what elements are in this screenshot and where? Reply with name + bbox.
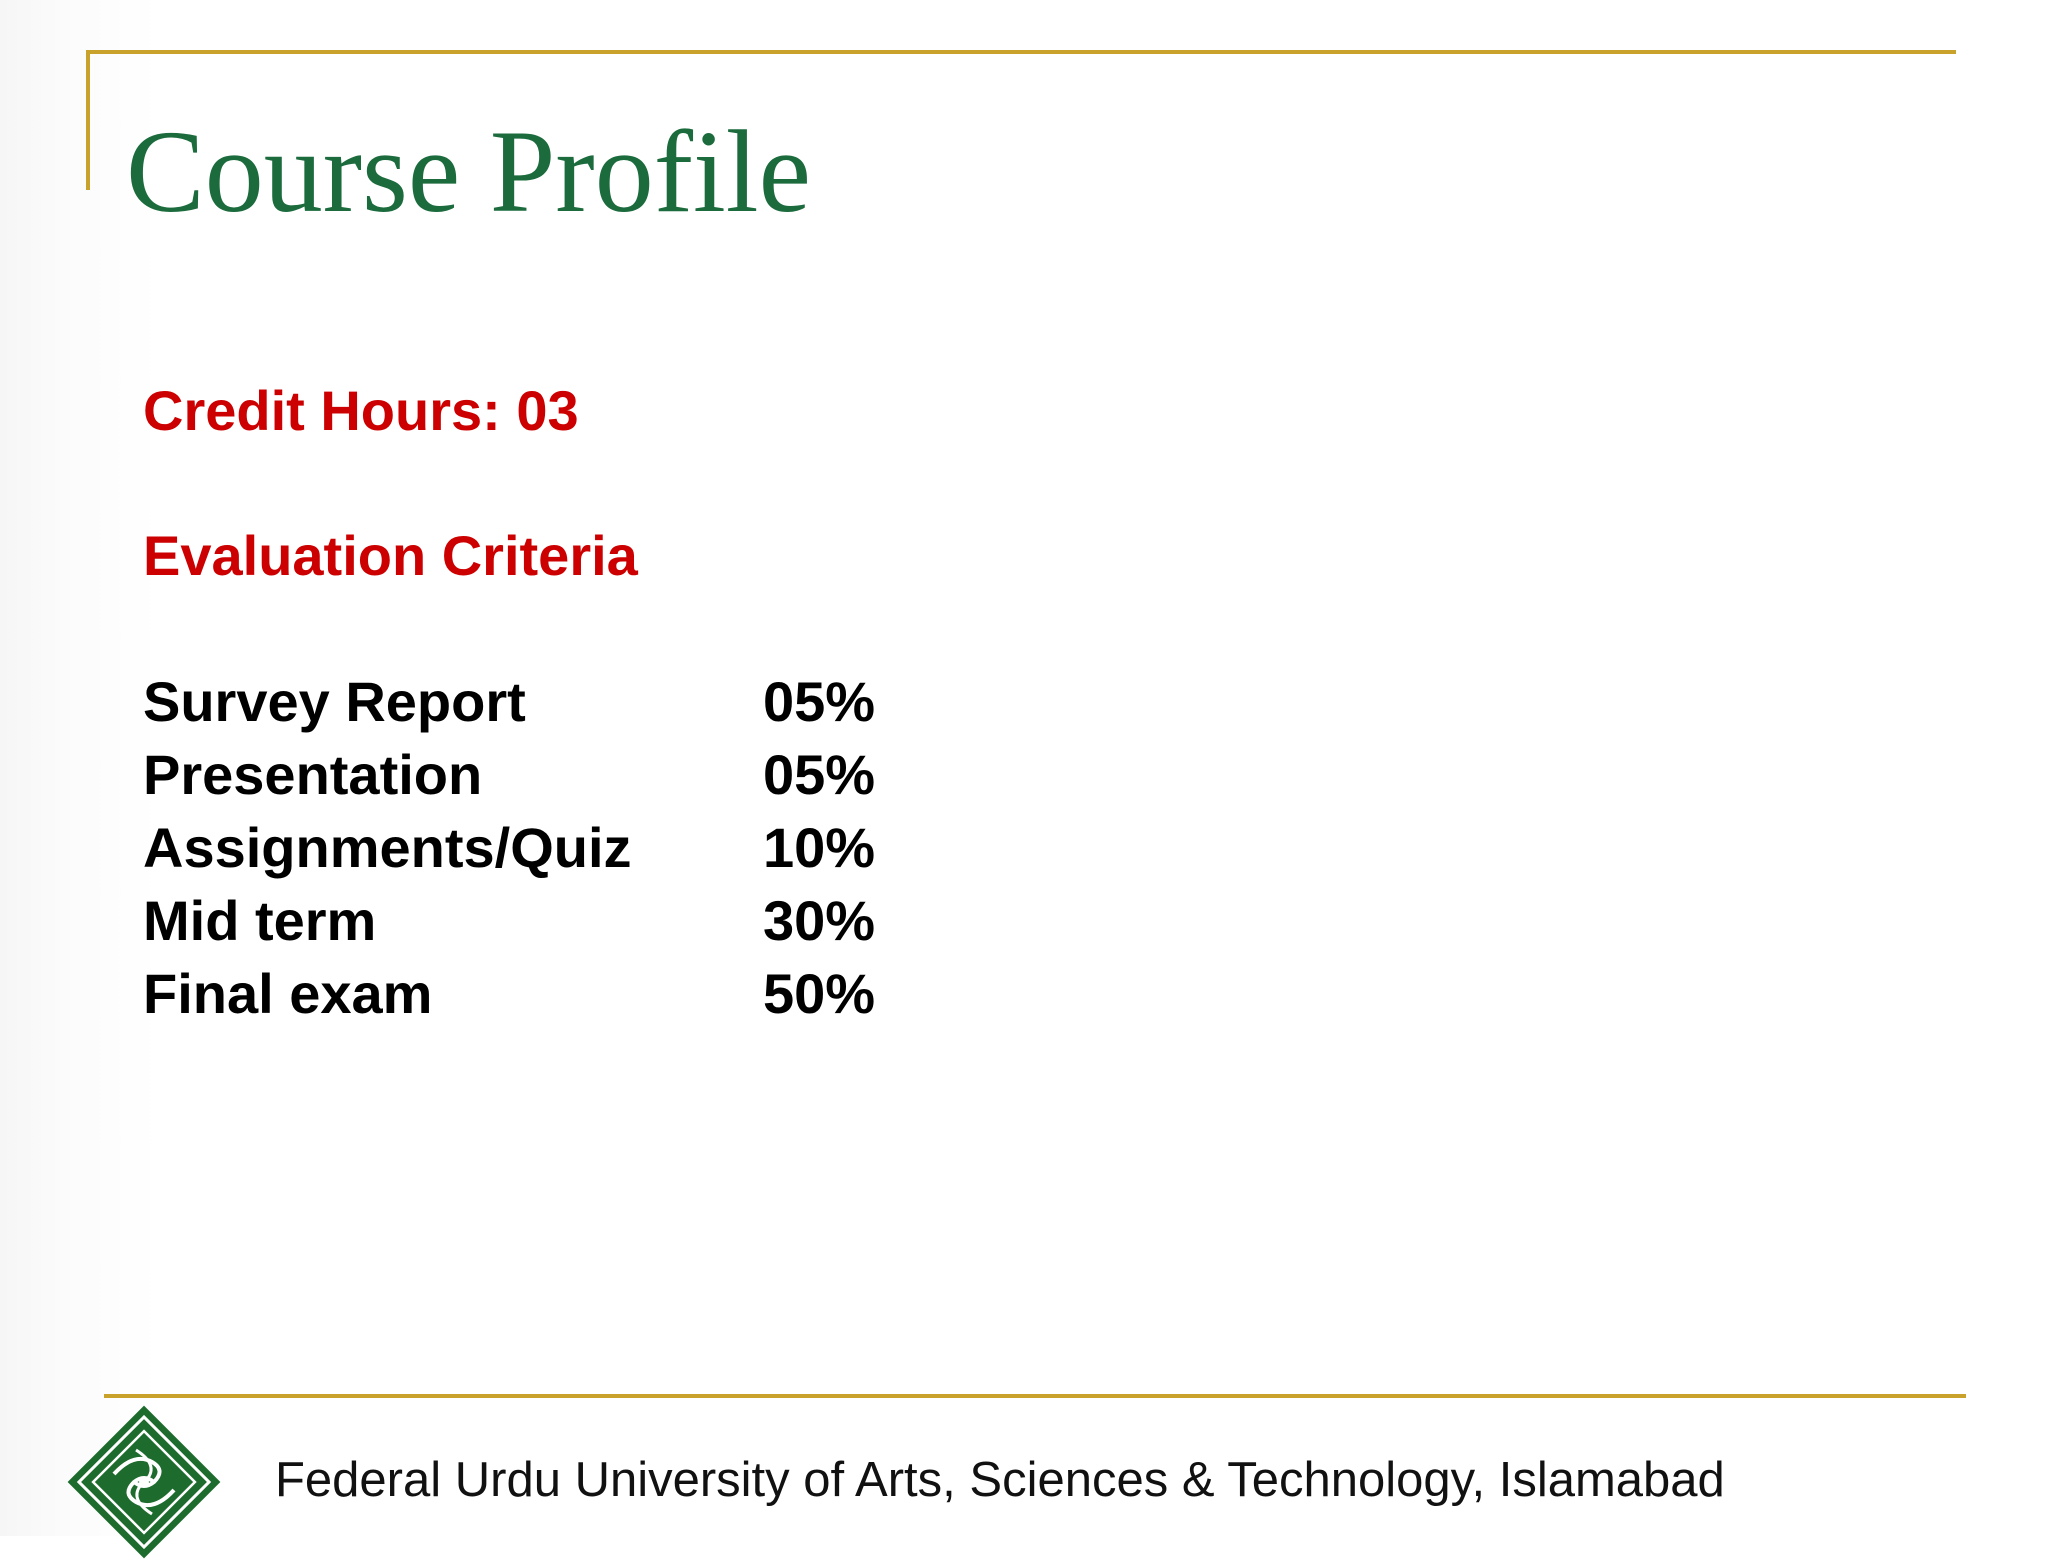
- top-divider: [86, 50, 1956, 54]
- criteria-row: [143, 884, 1043, 957]
- evaluation-heading: Evaluation Criteria: [143, 524, 638, 587]
- criteria-label: Final exam: [143, 962, 433, 1025]
- criteria-row: [143, 811, 1043, 884]
- page-title: Course Profile: [126, 106, 811, 237]
- title-accent-bar: [86, 50, 90, 190]
- criteria-percent: 05%: [763, 670, 876, 733]
- criteria-percent: 30%: [763, 889, 876, 952]
- footer-divider: [104, 1394, 1966, 1398]
- criteria-row: [143, 738, 1043, 811]
- criteria-row: [143, 957, 1043, 1030]
- criteria-label: Mid term: [143, 889, 377, 952]
- criteria-label: Survey Report: [143, 670, 526, 733]
- criteria-percent: 05%: [763, 743, 876, 806]
- credit-hours: Credit Hours: 03: [143, 379, 579, 442]
- evaluation-criteria-list: [143, 665, 1043, 1030]
- footer-university-name: Federal Urdu University of Arts, Sciences & Technology, Islamabad: [275, 1453, 1725, 1507]
- university-logo-icon: [66, 1404, 222, 1560]
- criteria-label: Assignments/Quiz: [143, 816, 632, 879]
- criteria-percent: 50%: [763, 962, 876, 1025]
- criteria-label: Presentation: [143, 743, 483, 806]
- criteria-percent: 10%: [763, 816, 876, 879]
- criteria-row: [143, 665, 1043, 738]
